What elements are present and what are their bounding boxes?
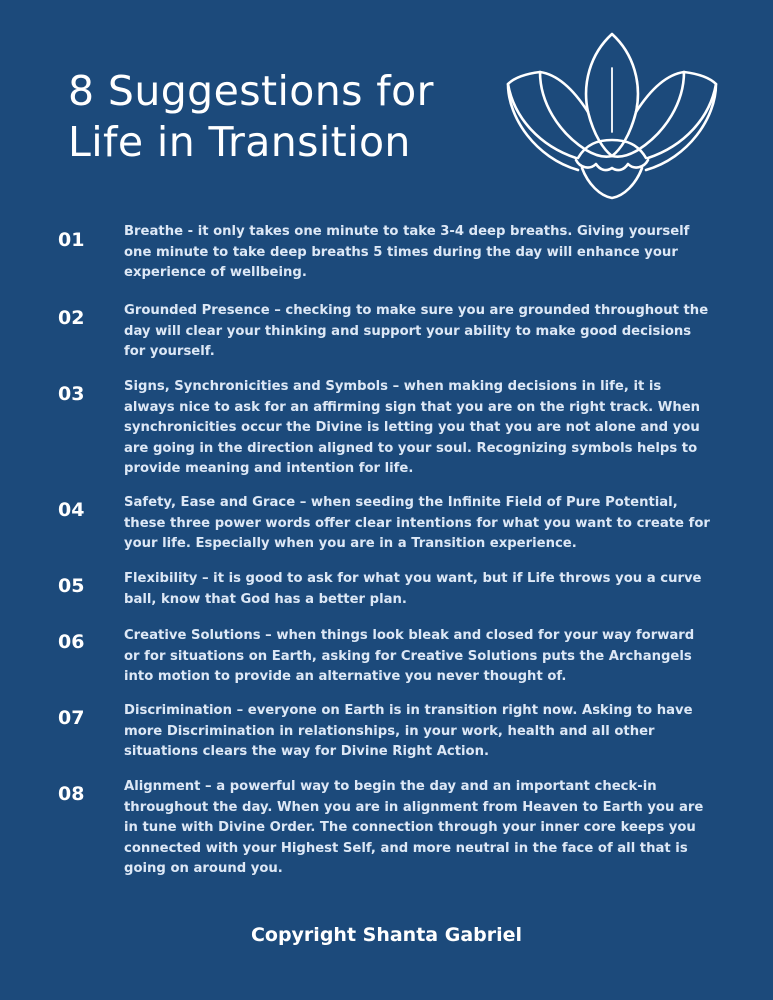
- item-text: Breathe - it only takes one minute to take 3-4 deep breaths. Giving yourself one minute to take deep breaths 5 times during the day will enhance your experience of wellbeing.: [124, 224, 690, 281]
- item-text: Discrimination – everyone on Earth is in transition right now. Asking to have more Discrimination in relationships, in your work, health and all other situations clears the way for Divine Right Action.: [124, 703, 693, 760]
- item-number: 01: [58, 229, 85, 251]
- item-number: 03: [58, 383, 85, 405]
- item-number: 04: [58, 499, 85, 521]
- item-number: 05: [58, 575, 85, 597]
- item-text: Alignment – a powerful way to begin the day and an important check-in throughout the day. When you are in alignment from Heaven to Earth you are in tune with Divine Order. The connection through your inner core keeps you connected with your Highest Self, and more neutral in the face of all that is going on around you.: [124, 779, 704, 877]
- item-number: 06: [58, 631, 85, 653]
- item-text: Creative Solutions – when things look bleak and closed for your way forward or for situations on Earth, asking for Creative Solutions puts the Archangels into motion to provide an alternative you never thought of.: [124, 628, 695, 685]
- item-number: 07: [58, 707, 85, 729]
- item-text: Grounded Presence – checking to make sure you are grounded throughout the day will clear your thinking and support your ability to make good decisions for yourself.: [124, 303, 709, 360]
- title-line-2: Life in Transition: [68, 118, 411, 166]
- item-text: Signs, Synchronicities and Symbols – when making decisions in life, it is always nice to ask for an affirming sign that you are on the right track. When synchronicities occur the Divine is letting you that you are not alone and you are going in the direction aligned to your soul. Recognizing symbols helps to provide meaning and intention for life.: [124, 379, 701, 477]
- copyright-footer: Copyright Shanta Gabriel: [250, 924, 523, 946]
- item-text: Safety, Ease and Grace – when seeding the Infinite Field of Pure Potential, these three power words offer clear intentions for what you want to create for your life. Especially when you are in a Transition experience.: [124, 495, 710, 552]
- title-line-1: 8 Suggestions for: [68, 67, 434, 115]
- item-number: 08: [58, 783, 85, 805]
- item-number: 02: [58, 307, 85, 329]
- item-text: Flexibility – it is good to ask for what you want, but if Life throws you a curve ball, know that God has a better plan.: [124, 571, 702, 607]
